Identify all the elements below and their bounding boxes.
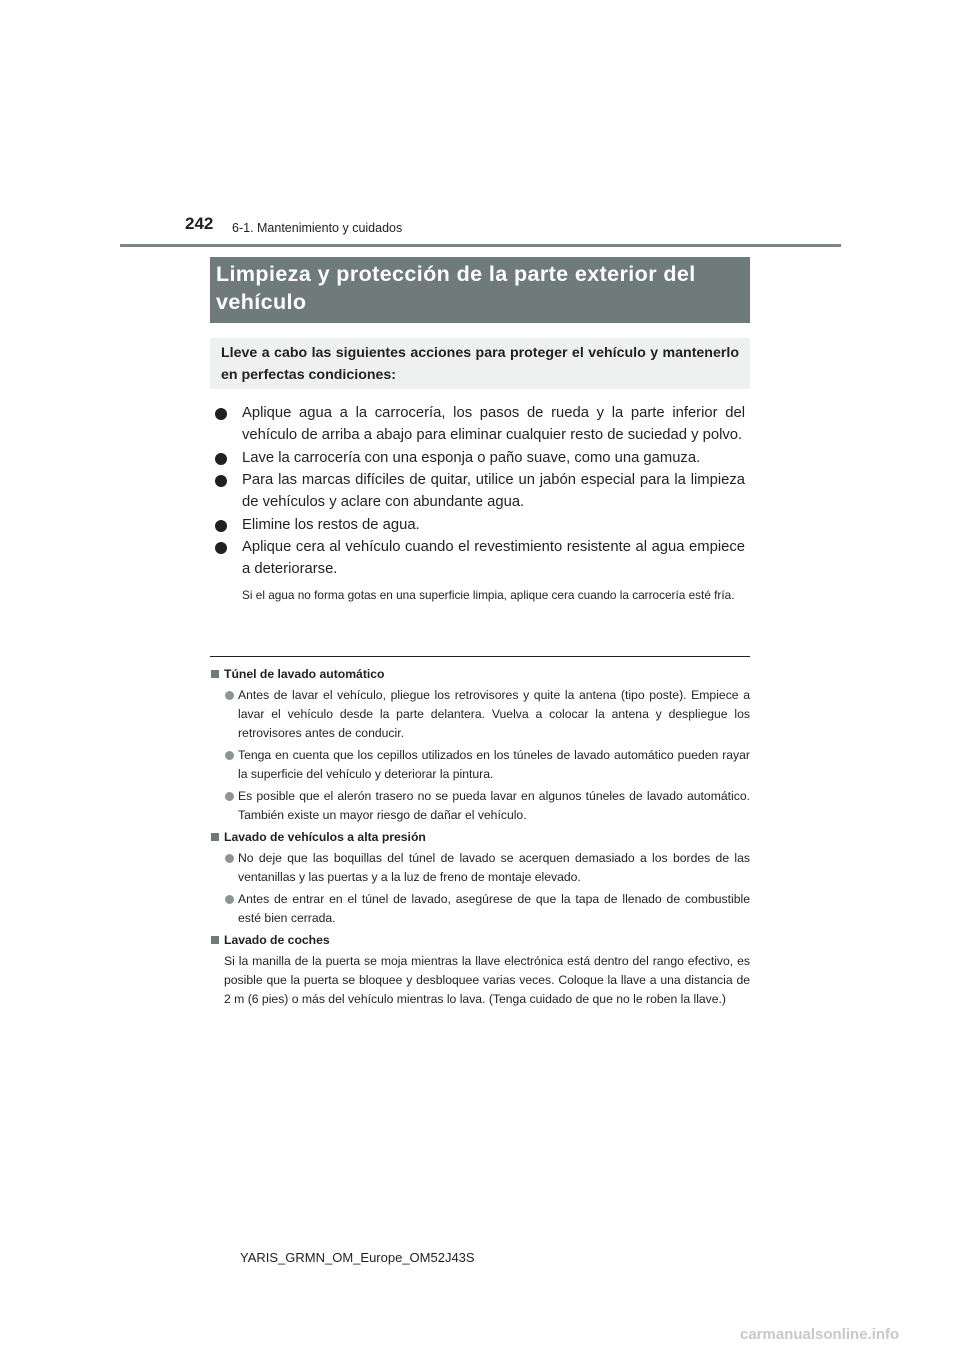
bullet-icon [225, 792, 234, 801]
info-heading-text: Lavado de coches [224, 933, 330, 947]
list-item-text: Elimine los restos de agua. [242, 516, 420, 533]
square-bullet-icon [211, 936, 219, 944]
bullet-icon [215, 520, 227, 532]
bullet-icon [215, 542, 227, 554]
footer-document-id: YARIS_GRMN_OM_Europe_OM52J43S [240, 1250, 475, 1265]
info-heading [210, 931, 750, 950]
bullet-icon [225, 895, 234, 904]
bullet-icon [215, 475, 227, 487]
header-rule [120, 244, 841, 247]
intro-text: Lleve a cabo las siguientes acciones para proteger el vehículo y mantenerlo en perfectas condiciones: [221, 345, 739, 383]
info-section [210, 665, 750, 1009]
info-item [210, 746, 750, 784]
list-item [215, 536, 745, 580]
info-item-text: Antes de entrar en el túnel de lavado, asegúrese de que la tapa de llenado de combustible esté bien cerrada. [238, 892, 750, 925]
info-item [210, 849, 750, 887]
list-item-text: Para las marcas difíciles de quitar, utilice un jabón especial para la limpieza de vehículos y aclare con abundante agua. [242, 472, 745, 510]
main-note: Si el agua no forma gotas en una superficie limpia, aplique cera cuando la carrocería esté fría. [242, 588, 735, 602]
list-item [215, 469, 745, 513]
list-item-text: Aplique agua a la carrocería, los pasos de rueda y la parte inferior del vehículo de arriba a abajo para eliminar cualquier resto de suciedad y polvo. [242, 405, 745, 443]
list-item [215, 402, 745, 446]
bullet-icon [225, 751, 234, 760]
list-item-text: Aplique cera al vehículo cuando el revestimiento resistente al agua empiece a deteriorarse. [242, 539, 745, 577]
info-paragraph: Si la manilla de la puerta se moja mientras la llave electrónica está dentro del rango efectivo, es posible que la puerta se bloquee y desbloquee varias veces. Coloque la llave a una distancia de 2 m (6 pies) o más del vehículo mientras lo lava. (Tenga cuidado de que no le roben la llave.) [224, 954, 750, 1006]
title-box [210, 257, 750, 323]
main-list [215, 402, 745, 605]
list-item-text: Lave la carrocería con una esponja o paño suave, como una gamuza. [242, 449, 701, 466]
square-bullet-icon [211, 670, 219, 678]
info-heading-text: Túnel de lavado automático [224, 667, 385, 681]
info-heading-text: Lavado de vehículos a alta presión [224, 830, 426, 844]
list-item [215, 514, 745, 536]
info-heading [210, 665, 750, 684]
square-bullet-icon [211, 833, 219, 841]
info-heading [210, 828, 750, 847]
page-number: 242 [185, 214, 214, 233]
info-item [210, 787, 750, 825]
info-item-text: No deje que las boquillas del túnel de lavado se acerquen demasiado a los bordes de las ventanillas y las puertas y a la luz de freno de montaje elevado. [238, 851, 750, 884]
section-divider [210, 656, 750, 657]
section-label: 6-1. Mantenimiento y cuidados [232, 221, 403, 235]
bullet-icon [215, 408, 227, 420]
intro-box [210, 338, 750, 389]
bullet-icon [225, 854, 234, 863]
info-item-text: Tenga en cuenta que los cepillos utilizados en los túneles de lavado automático pueden rayar la superficie del vehículo y deteriorar la pintura. [238, 748, 750, 781]
bullet-icon [215, 453, 227, 465]
info-item [210, 890, 750, 928]
page-title: Limpieza y protección de la parte exterior del vehículo [216, 262, 696, 314]
watermark[interactable]: carmanualsonline.info [740, 1326, 900, 1343]
info-item-text: Es posible que el alerón trasero no se pueda lavar en algunos túneles de lavado automático. También existe un mayor riesgo de dañar el vehículo. [238, 789, 750, 822]
list-item [215, 447, 745, 469]
bullet-icon [225, 691, 234, 700]
info-item [210, 686, 750, 743]
info-item-text: Antes de lavar el vehículo, pliegue los retrovisores y quite la antena (tipo poste). Empiece a lavar el vehículo desde la parte delantera. Vuelva a colocar la antena y despliegue los retrovisores antes de conducir. [238, 688, 750, 740]
